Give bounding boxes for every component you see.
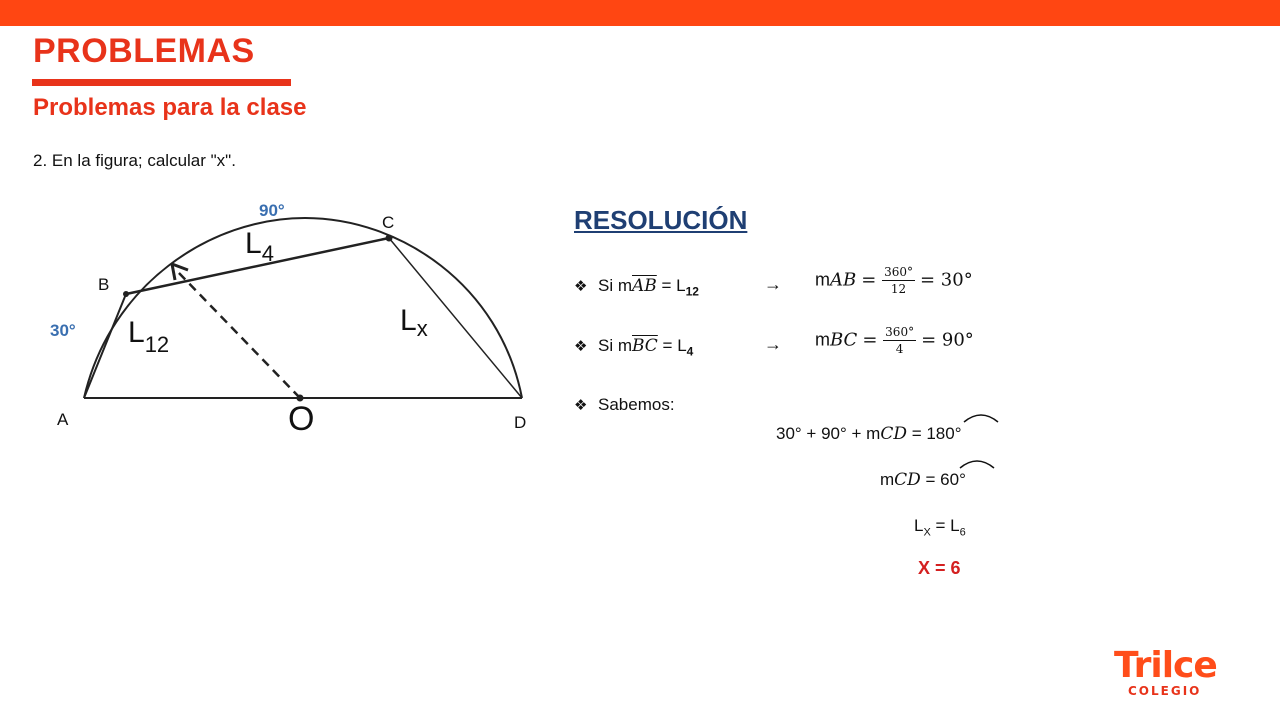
label-center-o: O (288, 400, 315, 438)
top-accent-bar (0, 0, 1280, 26)
equation-sum: 30° + 90° + mCD = 180° (776, 424, 962, 444)
arc-mark-cd-1 (962, 410, 1000, 424)
final-answer: X = 6 (918, 558, 961, 578)
chord-ab (84, 294, 126, 398)
dashed-apothem (178, 272, 300, 398)
formula-arc-ab: mAB = $\frac{360^\circ}{12}$ = 30° (815, 265, 973, 296)
chord-label-l4: $L_4$ (245, 227, 274, 266)
arc-label-30: 30° (50, 321, 76, 340)
label-point-a: A (57, 410, 69, 429)
logo-subtitle: COLEGIO (1128, 684, 1202, 698)
semicircle-figure (40, 190, 540, 450)
bullet-arc-ab: Si $m\overline{AB} = L_{12}$ (598, 276, 699, 299)
problem-statement: 2. En la figura; calcular "x". (33, 151, 236, 170)
diamond-bullet-icon: ❖ (574, 338, 588, 355)
title-underline (32, 79, 291, 86)
arrow-right-icon: → (764, 334, 782, 354)
equation-lx: $L_X = L_6$ (914, 516, 966, 539)
point-c-dot (386, 235, 393, 242)
label-point-c: C (382, 213, 395, 232)
page-title: PROBLEMAS (33, 32, 255, 70)
semicircle-arc (84, 218, 522, 398)
point-b-dot (123, 291, 129, 297)
trilce-logo (1114, 645, 1217, 698)
equation-cd: mCD = 60° (880, 470, 966, 490)
chord-label-l12: $L_{12}$ (128, 316, 170, 357)
resolution-title: RESOLUCIÓN (574, 205, 748, 235)
logo-wordmark: Trilce (1114, 645, 1217, 686)
label-point-d: D (514, 413, 527, 432)
arc-label-90: 90° (259, 201, 285, 220)
chord-label-lx: $L_x$ (400, 304, 428, 341)
apothem-arrowhead (172, 264, 188, 280)
bullet-sabemos: Sabemos: (598, 395, 675, 414)
label-point-b: B (98, 275, 110, 294)
diamond-bullet-icon: ❖ (574, 397, 588, 414)
bullet-arc-bc: Si $m\overline{BC} = L_4$ (598, 336, 694, 359)
diamond-bullet-icon: ❖ (574, 278, 588, 295)
page-subtitle: Problemas para la clase (33, 94, 307, 121)
arrow-right-icon: → (764, 274, 782, 294)
arc-mark-cd-2 (958, 456, 996, 470)
formula-arc-bc: mBC = $\frac{360^\circ}{4}$ = 90° (815, 325, 974, 356)
